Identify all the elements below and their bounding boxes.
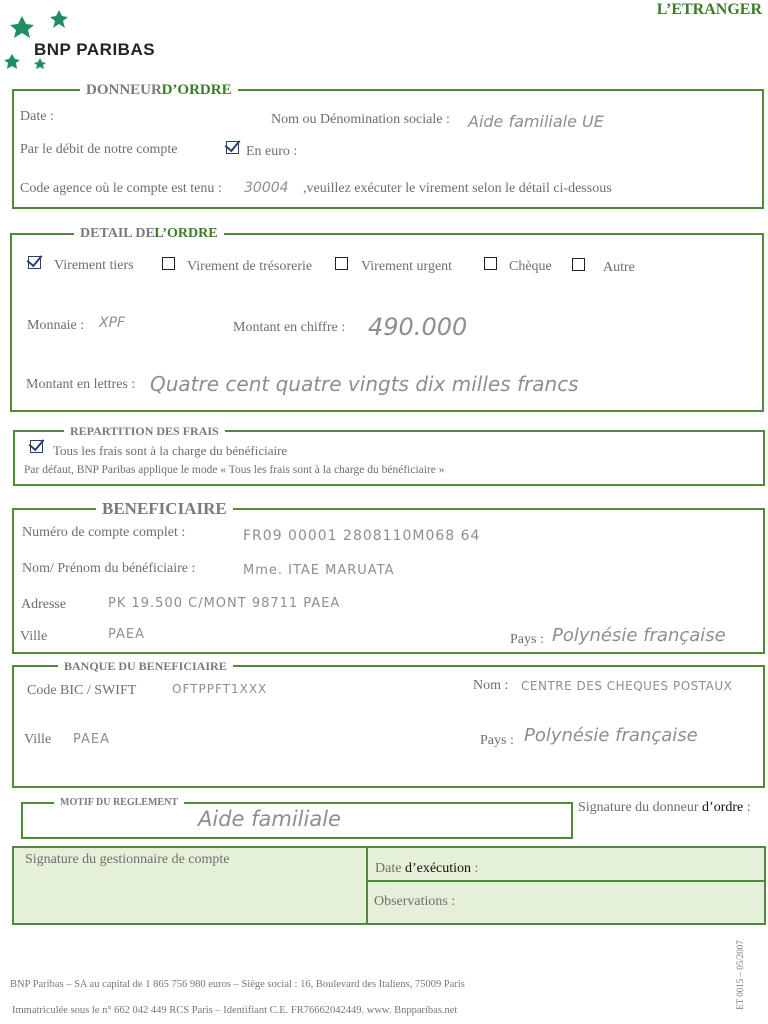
pays-value[interactable]: Polynésie française bbox=[552, 625, 726, 646]
gestion-divider-horizontal bbox=[366, 880, 766, 882]
motif-value[interactable]: Aide familiale bbox=[198, 807, 341, 831]
compte-label: Numéro de compte complet : bbox=[22, 525, 186, 540]
cheque-checkbox[interactable] bbox=[484, 257, 497, 270]
banque-nom-value[interactable]: CENTRE DES CHEQUES POSTAUX bbox=[521, 679, 733, 693]
ville-value[interactable]: PAEA bbox=[108, 627, 146, 642]
donneur-legend: DONNEUR D’ORDRE bbox=[80, 82, 238, 99]
cheque-label: Chèque bbox=[509, 259, 552, 274]
frais-beneficiaire-checkbox[interactable] bbox=[30, 440, 43, 453]
montant-lettres-label: Montant en lettres : bbox=[26, 377, 136, 392]
banque-ville-value[interactable]: PAEA bbox=[73, 732, 111, 747]
motif-legend: MOTIF DU REGLEMENT bbox=[54, 797, 184, 808]
euro-checkbox[interactable] bbox=[226, 141, 239, 154]
stars-icon bbox=[4, 6, 74, 72]
montant-lettres-value[interactable]: Quatre cent quatre vingts dix milles francs bbox=[150, 372, 579, 396]
footer-line-1: BNP Paribas – SA au capital de 1 865 756 980 euros – Siège social : 16, Boulevard des Italiens, 75009 Paris bbox=[10, 979, 465, 990]
autre-checkbox[interactable] bbox=[572, 258, 585, 271]
nom-denomination-label: Nom ou Dénomination sociale : bbox=[271, 112, 450, 127]
autre-label: Autre bbox=[603, 260, 635, 275]
monnaie-label: Monnaie : bbox=[27, 318, 85, 333]
compte-value[interactable]: FR09 00001 2808110M068 64 bbox=[243, 528, 481, 544]
monnaie-value[interactable]: XPF bbox=[99, 315, 126, 331]
debit-label: Par le débit de notre compte bbox=[20, 142, 178, 157]
virement-urgent-checkbox[interactable] bbox=[335, 257, 348, 270]
adresse-value[interactable]: PK 19.500 C/MONT 98711 PAEA bbox=[108, 596, 341, 611]
nom-denomination-value[interactable]: Aide familiale UE bbox=[468, 112, 604, 131]
bic-value[interactable]: OFTPPFT1XXX bbox=[172, 682, 268, 696]
virement-tiers-checkbox[interactable] bbox=[28, 256, 41, 269]
virement-tiers-label: Virement tiers bbox=[54, 258, 134, 273]
virement-tresorerie-checkbox[interactable] bbox=[162, 257, 175, 270]
observations-label: Observations : bbox=[374, 894, 456, 909]
gestion-divider-vertical bbox=[366, 846, 368, 925]
frais-legend: REPARTITION DES FRAIS bbox=[64, 424, 225, 439]
frais-beneficiaire-label: Tous les frais sont à la charge du bénéficiaire bbox=[53, 443, 288, 458]
montant-chiffre-value[interactable]: 490.000 bbox=[368, 313, 468, 341]
bic-label: Code BIC / SWIFT bbox=[27, 683, 137, 698]
banque-ville-label: Ville bbox=[24, 732, 52, 747]
date-label: Date : bbox=[20, 109, 54, 124]
banque-legend: BANQUE DU BENEFICIAIRE bbox=[58, 659, 233, 674]
beneficiaire-legend: BENEFICIAIRE bbox=[96, 499, 233, 519]
brand-name: BNP PARIBAS bbox=[34, 40, 156, 59]
detail-legend: DETAIL DE L’ORDRE bbox=[74, 226, 224, 242]
footer-line-2: Immatriculée sous le n° 662 042 449 RCS Paris – Identifiant C.E. FR76662042449. www. Bnpparibas.net bbox=[12, 1005, 458, 1016]
date-execution-label: Date d’exécution : bbox=[375, 861, 479, 876]
agence-value[interactable]: 30004 bbox=[244, 180, 289, 196]
agence-suffix: ,veuillez exécuter le virement selon le détail ci-dessous bbox=[303, 181, 612, 196]
pays-label: Pays : bbox=[510, 632, 544, 647]
adresse-label: Adresse bbox=[21, 597, 67, 612]
banque-pays-label: Pays : bbox=[480, 733, 514, 748]
frais-default-note: Par défaut, BNP Paribas applique le mode « Tous les frais sont à la charge du bénéficiaire » bbox=[24, 464, 445, 476]
ville-label: Ville bbox=[20, 629, 48, 644]
bnp-paribas-logo bbox=[4, 6, 174, 72]
nom-beneficiaire-value[interactable]: Mme. ITAE MARUATA bbox=[243, 563, 395, 578]
virement-tresorerie-label: Virement de trésorerie bbox=[187, 259, 313, 274]
nom-beneficiaire-label: Nom/ Prénom du bénéficiaire : bbox=[22, 561, 196, 576]
euro-label: En euro : bbox=[246, 144, 298, 159]
agence-label: Code agence où le compte est tenu : bbox=[20, 181, 222, 196]
virement-urgent-label: Virement urgent bbox=[361, 259, 453, 274]
banque-pays-value[interactable]: Polynésie française bbox=[524, 725, 698, 746]
banque-nom-label: Nom : bbox=[473, 678, 509, 693]
form-title: L’ETRANGER bbox=[656, 1, 762, 18]
montant-chiffre-label: Montant en chiffre : bbox=[233, 320, 346, 335]
signature-donneur-label: Signature du donneur d’ordre : bbox=[578, 800, 751, 815]
form-reference: ET 0015 – 05/2007 bbox=[734, 940, 745, 1010]
gestionnaire-signature-label: Signature du gestionnaire de compte bbox=[25, 852, 230, 867]
